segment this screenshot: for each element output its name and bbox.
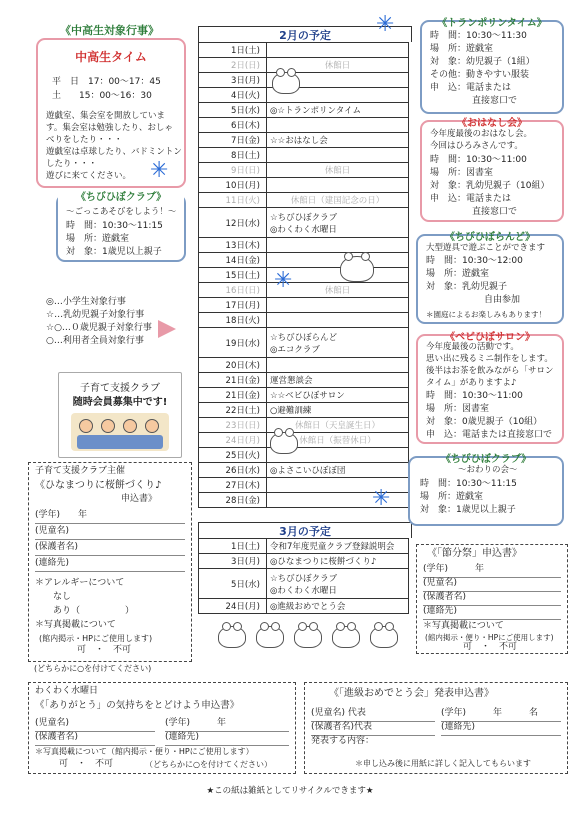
calendar-date: 10日(月) <box>199 178 267 193</box>
thanks-photo-choice[interactable]: 可 ・ 不可 <box>59 759 114 769</box>
chibi-end-sub: ～おわりの会～ <box>458 465 518 475</box>
calendar-row <box>199 418 409 433</box>
storytime-title: 《おはなし会》 <box>457 118 527 129</box>
calendar-row <box>199 569 409 599</box>
calendar-date: 18日(火) <box>199 313 267 328</box>
support-club-recruit: 随時会員募集中です! <box>72 397 168 408</box>
promotion-child[interactable]: (児童名) 代表 <box>311 707 435 722</box>
feb-calendar <box>198 42 409 511</box>
calendar-row <box>199 313 409 328</box>
calendar-row <box>199 178 409 193</box>
setsubun-contact[interactable]: (連絡先) <box>423 605 561 620</box>
calendar-event: ◎ひなまつりに桜餅づくり♪ <box>267 554 409 569</box>
calendar-event <box>267 253 409 268</box>
calendar-event: 休館日（振替休日） <box>267 433 409 448</box>
hippo-icon <box>272 72 300 94</box>
calendar-date: 3日(月) <box>199 73 267 88</box>
calendar-row <box>199 554 409 569</box>
calendar-date: 17日(月) <box>199 298 267 313</box>
hina-guardian[interactable]: (保護者名) <box>35 541 185 556</box>
trampoline-apply: 申 込：電話または <box>430 83 512 93</box>
pennant-icon <box>158 320 176 338</box>
baby-salon-note: 今年度最後の活動です。 <box>426 342 519 352</box>
calendar-event <box>267 238 409 253</box>
calendar-row <box>199 208 409 238</box>
calendar-date: 27日(木) <box>199 478 267 493</box>
calendar-event-line: ◎わくわく水曜日 <box>270 585 337 596</box>
calendar-event: 令和7年度児童クラブ登録説明会 <box>267 539 409 554</box>
calendar-row <box>199 73 409 88</box>
thanks-note: （どちらかに○を付けてください） <box>145 760 272 769</box>
hina-title: 《ひなまつりに桜餅づくり♪ <box>35 480 162 491</box>
calendar-date: 25日(火) <box>199 448 267 463</box>
hina-child[interactable]: (児童名) <box>35 525 185 540</box>
snowflake-icon: ✳ <box>274 268 293 293</box>
storytime-place: 場 所：図書室 <box>430 168 494 178</box>
baby-salon-title: 《ベビひぼサロン》 <box>445 332 535 343</box>
promotion-grade[interactable]: (学年) 年 名 <box>441 707 561 722</box>
hs-desc-3: べりをしたり・・・ <box>46 135 123 145</box>
hs-desc-4: 遊戯室は卓球したり、バドミントン <box>46 147 182 157</box>
calendar-date: 26日(水) <box>199 463 267 478</box>
calendar-event-line: ☆ちびひぼらんど <box>270 332 338 343</box>
calendar-row <box>199 328 409 358</box>
people-illustration <box>71 413 169 451</box>
calendar-date: 6日(木) <box>199 118 267 133</box>
storytime-time: 時 間：10:30～11:00 <box>430 155 527 165</box>
hs-desc-2: す。集会室は勉強したり、おしゃ <box>46 123 173 133</box>
calendar-date: 7日(金) <box>199 133 267 148</box>
calendar-date: 21日(金) <box>199 388 267 403</box>
trampoline-title: 《トランポリンタイム》 <box>437 18 547 29</box>
setsubun-photo-choice[interactable]: 可 ・ 不可 <box>463 642 518 652</box>
legend-item: ☆○…０歳児親子対象行事 <box>46 323 152 333</box>
hippo-icon <box>340 256 374 282</box>
chibi-end-time: 時 間：10:30～11:15 <box>420 479 517 489</box>
calendar-row <box>199 193 409 208</box>
snowflake-icon: ✳ <box>372 486 391 511</box>
hippo-icon <box>256 626 284 648</box>
chibi-club-title: 《ちびひぼクラブ》 <box>58 188 184 203</box>
hs-desc-5: したり・・・ <box>46 159 98 169</box>
land-note: 大型遊具で遊ぶことができます <box>426 243 546 253</box>
calendar-row <box>199 448 409 463</box>
thanks-subtitle: わくわく水曜日 <box>35 686 99 696</box>
chibi-end-box <box>408 456 564 526</box>
calendar-row <box>199 539 409 554</box>
calendar-event-line: ◎わくわく水曜日 <box>270 224 337 235</box>
calendar-event: ○避難訓練 <box>267 403 409 418</box>
baby-salon-time: 時 間：10:30～11:00 <box>426 391 523 401</box>
calendar-date: 2日(日) <box>199 58 267 73</box>
hina-contact[interactable]: (連絡先) <box>35 557 185 572</box>
calendar-event <box>267 313 409 328</box>
calendar-date: 21日(金) <box>199 373 267 388</box>
hina-form <box>28 462 192 662</box>
calendar-date: 20日(木) <box>199 358 267 373</box>
footer-note: ★この紙は雑紙としてリサイクルできます★ <box>206 786 374 796</box>
baby-salon-note3: 後半はお茶を飲みながら「サロン <box>426 366 554 376</box>
calendar-event-line: ◎エコクラブ <box>270 344 320 355</box>
setsubun-photo-note: (館内掲示・便り・HPにご使用します) <box>425 633 554 642</box>
hippo-icon <box>332 626 360 648</box>
thanks-photo: ＊写真掲載について（館内掲示・便り・HPにご使用します） <box>35 747 254 756</box>
calendar-event-line: ☆ちびひぼクラブ <box>270 212 338 223</box>
land-time: 時 間：10:30～12:00 <box>426 256 523 266</box>
promotion-guardian[interactable]: (保護者名)代表 <box>311 721 435 736</box>
trampoline-time: 時 間：10:30～11:30 <box>430 31 527 41</box>
calendar-event: ◎☆トランポリンタイム <box>267 103 409 118</box>
trampoline-box <box>420 20 564 114</box>
thanks-child[interactable]: (児童名) <box>35 717 155 732</box>
land-free: 自由参加 <box>484 295 521 305</box>
calendar-date: 28日(金) <box>199 493 267 508</box>
chibi-club-place: 場 所：遊戯室 <box>66 234 130 244</box>
setsubun-title: 《「節分祭」申込書》 <box>427 548 522 559</box>
promotion-title: 《「進級おめでとう会」発表申込書》 <box>329 688 494 699</box>
snowflake-icon: ✳ <box>376 12 395 37</box>
calendar-row <box>199 103 409 118</box>
chibi-club-sub: ～ごっこあそびをしよう！～ <box>66 207 177 217</box>
baby-salon-note2: 思い出に残るミニ制作をします。 <box>426 354 553 364</box>
hs-heading: 《中高生対象行事》 <box>60 24 159 37</box>
land-extra: ＊園庭によるお楽しみもあります！ <box>426 310 546 319</box>
legend-item: ☆…乳幼児親子対象行事 <box>46 310 145 320</box>
storytime-note2: 今回はひろみさんです。 <box>430 141 523 151</box>
baby-salon-target: 対 象：0歳児親子（10組） <box>426 417 543 427</box>
hina-photo-choice[interactable]: 可 ・ 不可 <box>77 645 132 655</box>
chibi-club-box <box>56 194 186 262</box>
land-title: 《ちびひぼらんど》 <box>444 232 536 243</box>
promotion-contact[interactable]: (連絡先) <box>441 721 561 736</box>
setsubun-child[interactable]: (児童名) <box>423 577 561 592</box>
calendar-row <box>199 118 409 133</box>
promotion-note: ＊申し込み後に用紙に詳しく記入してもらいます <box>355 759 531 768</box>
storytime-apply: 申 込：電話または <box>430 194 512 204</box>
legend <box>46 296 152 348</box>
calendar-event: 休館日 <box>267 58 409 73</box>
feb-title: 2月の予定 <box>198 26 412 42</box>
hina-org: 子育て支援クラブ主催 <box>35 466 126 476</box>
hippo-icon <box>370 626 398 648</box>
setsubun-guardian[interactable]: (保護者名) <box>423 591 561 606</box>
calendar-event <box>267 43 409 58</box>
baby-salon-box <box>416 334 564 444</box>
calendar-date: 5日(水) <box>199 103 267 118</box>
calendar-row <box>199 133 409 148</box>
hina-allergy: ＊アレルギーについて <box>35 578 125 588</box>
calendar-row <box>199 463 409 478</box>
hippo-icon <box>270 432 298 454</box>
calendar-row <box>199 238 409 253</box>
storytime-note: 今年度最後のおはなし会。 <box>430 129 533 139</box>
calendar-event: ◎進級おめでとう会 <box>267 599 409 614</box>
calendar-row <box>199 148 409 163</box>
calendar-event <box>267 118 409 133</box>
calendar-row <box>199 163 409 178</box>
calendar-event <box>267 148 409 163</box>
calendar-date: 4日(火) <box>199 88 267 103</box>
thanks-form <box>28 682 296 774</box>
calendar-date: 14日(金) <box>199 253 267 268</box>
calendar-date: 16日(日) <box>199 283 267 298</box>
calendar-event <box>267 298 409 313</box>
land-place: 場 所：遊戯室 <box>426 269 490 279</box>
calendar-date: 9日(日) <box>199 163 267 178</box>
hina-sub: 申込書》 <box>121 494 158 504</box>
calendar-row <box>199 298 409 313</box>
hs-time2: 土 15：00～16：30 <box>52 91 152 101</box>
hina-photo-note: (館内掲示・HPにご使用します) <box>39 634 153 643</box>
trampoline-target: 対 象：幼児親子（1組） <box>430 57 535 67</box>
storytime-box <box>420 120 564 222</box>
hina-allergy-yes[interactable]: あり（ ） <box>53 606 135 616</box>
hippo-icon <box>218 626 246 648</box>
chibi-club-target: 対 象：1歳児以上親子 <box>66 247 162 257</box>
hs-desc-6: 遊びに来てください。 <box>46 171 132 181</box>
snowflake-icon: ✳ <box>150 158 169 183</box>
calendar-row <box>199 388 409 403</box>
calendar-date: 24日(月) <box>199 433 267 448</box>
trampoline-apply2: 直接窓口で <box>472 96 518 106</box>
calendar-date: 22日(土) <box>199 403 267 418</box>
baby-salon-apply: 申 込：電話または直接窓口で <box>426 430 553 440</box>
calendar-event: ☆☆ベビひぼサロン <box>267 388 409 403</box>
calendar-date: 8日(土) <box>199 148 267 163</box>
calendar-date: 5日(水) <box>199 569 267 599</box>
hs-desc-1: 遊戯室、集会室を開放していま <box>46 111 166 121</box>
calendar-date: 1日(土) <box>199 43 267 58</box>
calendar-event <box>267 358 409 373</box>
support-club-box <box>58 372 182 458</box>
chibi-end-place: 場 所：遊戯室 <box>420 492 484 502</box>
hs-title: 中高生タイム <box>75 50 147 64</box>
calendar-event: ◎よさこいひぼぼ団 <box>267 463 409 478</box>
calendar-event: 運営懇談会 <box>267 373 409 388</box>
calendar-event <box>267 569 409 599</box>
calendar-row <box>199 403 409 418</box>
hs-time1: 平 日 17：00～17：45 <box>52 77 161 87</box>
hina-grade[interactable]: (学年) 年 <box>35 509 185 524</box>
calendar-row <box>199 373 409 388</box>
setsubun-photo: ＊写真掲載について <box>423 621 504 631</box>
baby-salon-note4: タイム」がありますよ♪ <box>426 378 517 388</box>
hina-allergy-none[interactable]: なし <box>53 592 72 602</box>
calendar-date: 11日(火) <box>199 193 267 208</box>
calendar-event-line: ☆ちびひぼクラブ <box>270 573 338 584</box>
baby-salon-place: 場 所：図書室 <box>426 404 490 414</box>
calendar-date: 23日(日) <box>199 418 267 433</box>
calendar-row <box>199 253 409 268</box>
hina-note: (どちらかに○を付けてください) <box>34 664 152 673</box>
thanks-contact[interactable]: (連絡先) <box>165 731 289 746</box>
setsubun-grade[interactable]: (学年) 年 <box>423 563 561 578</box>
calendar-event <box>267 178 409 193</box>
mar-calendar <box>198 538 409 614</box>
calendar-row <box>199 283 409 298</box>
hippo-icon <box>294 626 322 648</box>
calendar-date: 3日(月) <box>199 554 267 569</box>
storytime-target: 対 象：乳幼児親子（10組） <box>430 181 550 191</box>
legend-item: ○…利用者全員対象行事 <box>46 336 144 346</box>
promotion-content[interactable]: 発表する内容： <box>311 736 375 746</box>
calendar-row <box>199 43 409 58</box>
calendar-event: 休館日（建国記念の日） <box>267 193 409 208</box>
calendar-event: 休館日 <box>267 163 409 178</box>
calendar-event <box>267 328 409 358</box>
calendar-row <box>199 599 409 614</box>
storytime-apply2: 直接窓口で <box>472 207 518 217</box>
calendar-event <box>267 208 409 238</box>
mar-title: 3月の予定 <box>198 522 412 538</box>
calendar-event: ☆☆おはなし会 <box>267 133 409 148</box>
promotion-form <box>304 682 568 774</box>
calendar-row <box>199 88 409 103</box>
thanks-grade[interactable]: (学年) 年 <box>165 717 289 732</box>
calendar-date: 19日(水) <box>199 328 267 358</box>
setsubun-form <box>416 544 568 654</box>
thanks-guardian[interactable]: (保護者名) <box>35 731 155 746</box>
trampoline-other: その他：動きやすい服装 <box>430 70 530 80</box>
calendar-row <box>199 358 409 373</box>
calendar-event: 休館日 <box>267 283 409 298</box>
chibi-end-target: 対 象：1歳児以上親子 <box>420 505 516 515</box>
calendar-date: 24日(月) <box>199 599 267 614</box>
calendar-event: 休館日（天皇誕生日） <box>267 418 409 433</box>
hina-photo: ＊写真掲載について <box>35 620 116 630</box>
calendar-date: 1日(土) <box>199 539 267 554</box>
support-club-title: 子育て支援クラブ <box>80 383 160 394</box>
trampoline-place: 場 所：遊戯室 <box>430 44 494 54</box>
chibi-end-title: 《ちびひぼクラブ》 <box>440 454 532 465</box>
calendar-row <box>199 268 409 283</box>
land-target: 対 象：乳幼児親子 <box>426 282 508 292</box>
thanks-title: 《「ありがとう」の気持ちをとどけよう申込書》 <box>35 700 240 711</box>
legend-item: ◎…小学生対象行事 <box>46 297 126 307</box>
calendar-row <box>199 58 409 73</box>
chibi-club-time: 時 間：10:30～11:15 <box>66 221 163 231</box>
land-box <box>416 234 564 324</box>
calendar-date: 13日(木) <box>199 238 267 253</box>
calendar-date: 12日(水) <box>199 208 267 238</box>
calendar-row <box>199 433 409 448</box>
calendar-date: 15日(土) <box>199 268 267 283</box>
